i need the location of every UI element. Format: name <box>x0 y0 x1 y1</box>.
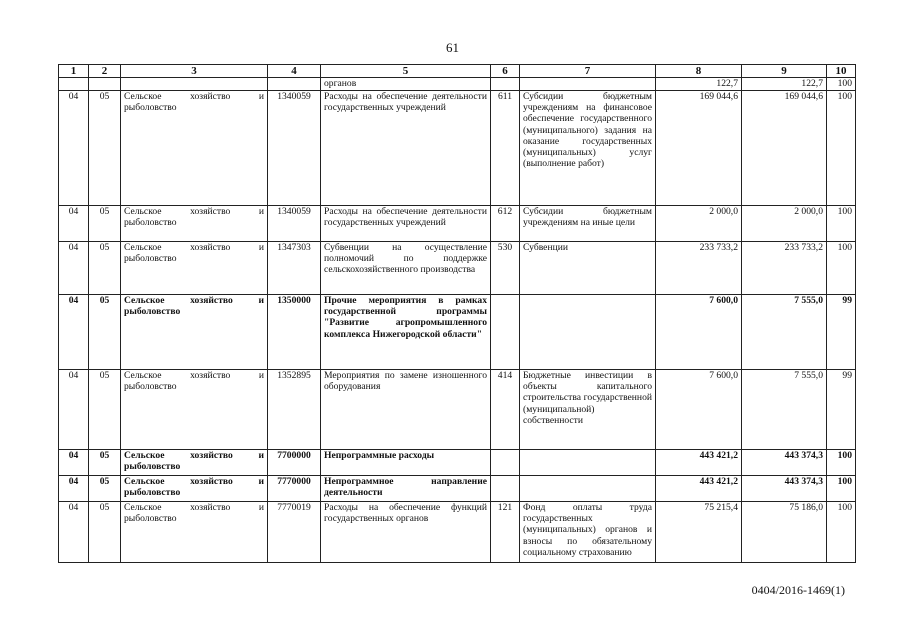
cell-expense-type-name <box>520 295 656 370</box>
cell-planned-amount: 443 421,2 <box>656 450 742 476</box>
page-number: 61 <box>446 40 459 55</box>
column-header-4: 4 <box>268 65 321 78</box>
cell-planned-amount: 7 600,0 <box>656 295 742 370</box>
cell-executed-amount: 443 374,3 <box>742 450 827 476</box>
cell-executed-amount: 2 000,0 <box>742 206 827 242</box>
cell-section: 04 <box>59 450 89 476</box>
cell-execution-percent: 99 <box>827 370 856 450</box>
table-row <box>59 450 856 476</box>
cell-subsection: 05 <box>89 370 121 450</box>
cell-expense-type: 612 <box>491 206 520 242</box>
cell-section: 04 <box>59 295 89 370</box>
cell-section-name: Сельское хозяйство и рыболовство <box>121 502 268 563</box>
cell-execution-percent: 100 <box>827 502 856 563</box>
cell-section-name: Сельское хозяйство и рыболовство <box>121 476 268 502</box>
cell-target-code: 1352895 <box>268 370 321 450</box>
table-row <box>59 502 856 563</box>
cell-execution-percent: 100 <box>827 242 856 295</box>
cell-target-code: 7770000 <box>268 476 321 502</box>
cell-target-name: Непрограммные расходы <box>321 450 491 476</box>
cell-expense-type <box>491 78 520 91</box>
cell-target-name: Субвенции на осуществление полномочий по поддержке сельскохозяйственного производства <box>321 242 491 295</box>
cell-target-name: органов <box>321 78 491 91</box>
cell-target-code: 1340059 <box>268 91 321 206</box>
header-row <box>59 65 856 78</box>
cell-executed-amount: 233 733,2 <box>742 242 827 295</box>
cell-planned-amount: 122,7 <box>656 78 742 91</box>
cell-execution-percent: 100 <box>827 91 856 206</box>
cell-section: 04 <box>59 370 89 450</box>
cell-target-code: 7770019 <box>268 502 321 563</box>
cell-subsection: 05 <box>89 206 121 242</box>
cell-planned-amount: 75 215,4 <box>656 502 742 563</box>
column-header-8: 8 <box>656 65 742 78</box>
table-row <box>59 295 856 370</box>
cell-subsection: 05 <box>89 242 121 295</box>
cell-execution-percent: 100 <box>827 450 856 476</box>
budget-table <box>58 64 856 563</box>
cell-executed-amount: 7 555,0 <box>742 370 827 450</box>
cell-target-name: Расходы на обеспечение деятельности государственных учреждений <box>321 91 491 206</box>
cell-target-code <box>268 78 321 91</box>
cell-section-name: Сельское хозяйство и рыболовство <box>121 206 268 242</box>
cell-target-name: Расходы на обеспечение деятельности государственных учреждений <box>321 206 491 242</box>
cell-executed-amount: 169 044,6 <box>742 91 827 206</box>
cell-target-name: Прочие мероприятия в рамках государственной программы "Развитие агропромышленного комплекса Нижегородской области" <box>321 295 491 370</box>
table-row <box>59 206 856 242</box>
cell-section-name: Сельское хозяйство и рыболовство <box>121 242 268 295</box>
cell-expense-type <box>491 476 520 502</box>
cell-subsection: 05 <box>89 476 121 502</box>
cell-target-name: Непрограммное направление деятельности <box>321 476 491 502</box>
cell-planned-amount: 169 044,6 <box>656 91 742 206</box>
cell-target-code: 7700000 <box>268 450 321 476</box>
column-header-1: 1 <box>59 65 89 78</box>
cell-expense-type-name <box>520 476 656 502</box>
cell-planned-amount: 7 600,0 <box>656 370 742 450</box>
table-row <box>59 78 856 91</box>
cell-section: 04 <box>59 206 89 242</box>
cell-expense-type-name: Фонд оплаты труда государственных (муниципальных) органов и взносы по обязательному социальному страхованию <box>520 502 656 563</box>
table-row <box>59 91 856 206</box>
cell-section-name: Сельское хозяйство и рыболовство <box>121 91 268 206</box>
cell-section: 04 <box>59 502 89 563</box>
cell-expense-type: 611 <box>491 91 520 206</box>
cell-executed-amount: 75 186,0 <box>742 502 827 563</box>
cell-executed-amount: 122,7 <box>742 78 827 91</box>
cell-subsection <box>89 78 121 91</box>
cell-expense-type-name: Субсидии бюджетным учреждениям на финансовое обеспечение государственного (муниципального) задания на оказание государственных (муниципальных) услуг (выполнение работ) <box>520 91 656 206</box>
cell-planned-amount: 233 733,2 <box>656 242 742 295</box>
column-header-9: 9 <box>742 65 827 78</box>
table-row <box>59 370 856 450</box>
cell-subsection: 05 <box>89 450 121 476</box>
cell-target-code: 1347303 <box>268 242 321 295</box>
column-header-10: 10 <box>827 65 856 78</box>
cell-section: 04 <box>59 91 89 206</box>
cell-target-code: 1350000 <box>268 295 321 370</box>
cell-expense-type: 414 <box>491 370 520 450</box>
cell-planned-amount: 2 000,0 <box>656 206 742 242</box>
cell-expense-type-name: Субсидии бюджетным учреждениям на иные цели <box>520 206 656 242</box>
table-row <box>59 476 856 502</box>
cell-subsection: 05 <box>89 502 121 563</box>
cell-expense-type-name: Бюджетные инвестиции в объекты капитального строительства государственной (муниципальной) собственности <box>520 370 656 450</box>
cell-expense-type <box>491 450 520 476</box>
cell-section: 04 <box>59 242 89 295</box>
column-header-6: 6 <box>491 65 520 78</box>
cell-execution-percent: 99 <box>827 295 856 370</box>
cell-section-name: Сельское хозяйство и рыболовство <box>121 295 268 370</box>
cell-expense-type: 530 <box>491 242 520 295</box>
column-header-2: 2 <box>89 65 121 78</box>
cell-target-name: Мероприятия по замене изношенного оборудования <box>321 370 491 450</box>
cell-section: 04 <box>59 476 89 502</box>
column-header-7: 7 <box>520 65 656 78</box>
cell-execution-percent: 100 <box>827 206 856 242</box>
cell-target-code: 1340059 <box>268 206 321 242</box>
cell-expense-type-name: Субвенции <box>520 242 656 295</box>
cell-expense-type: 121 <box>491 502 520 563</box>
column-header-5: 5 <box>321 65 491 78</box>
cell-subsection: 05 <box>89 91 121 206</box>
cell-section-name <box>121 78 268 91</box>
cell-executed-amount: 7 555,0 <box>742 295 827 370</box>
cell-execution-percent: 100 <box>827 78 856 91</box>
column-header-3: 3 <box>121 65 268 78</box>
cell-section-name: Сельское хозяйство и рыболовство <box>121 370 268 450</box>
table-body <box>59 78 856 563</box>
cell-section <box>59 78 89 91</box>
document-code: 0404/2016-1469(1) <box>751 583 845 597</box>
cell-expense-type-name <box>520 78 656 91</box>
table-row <box>59 242 856 295</box>
cell-subsection: 05 <box>89 295 121 370</box>
cell-expense-type <box>491 295 520 370</box>
cell-expense-type-name <box>520 450 656 476</box>
cell-planned-amount: 443 421,2 <box>656 476 742 502</box>
cell-section-name: Сельское хозяйство и рыболовство <box>121 450 268 476</box>
cell-target-name: Расходы на обеспечение функций государственных органов <box>321 502 491 563</box>
cell-execution-percent: 100 <box>827 476 856 502</box>
cell-executed-amount: 443 374,3 <box>742 476 827 502</box>
